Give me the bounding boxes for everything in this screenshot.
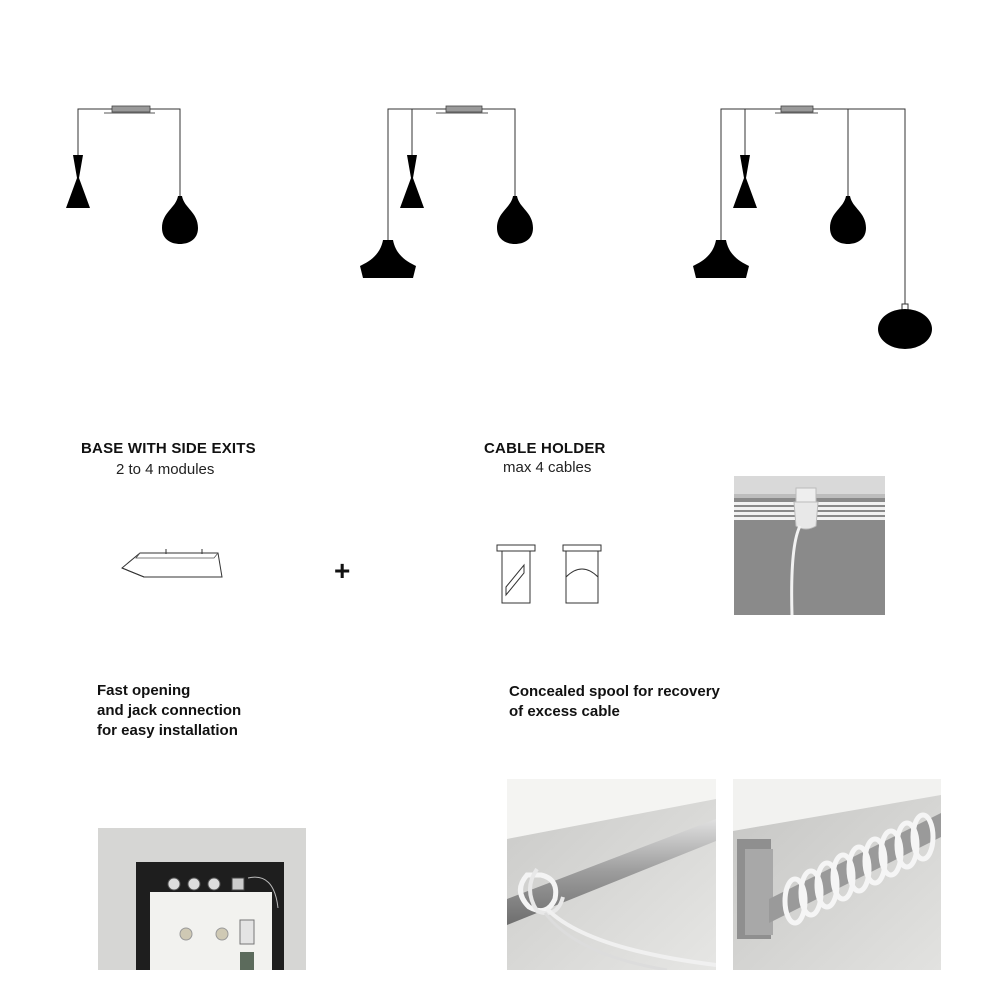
bell-lamp <box>360 240 416 278</box>
jack-connection-photo <box>98 828 306 970</box>
drop-lamp <box>830 196 866 244</box>
cable <box>78 109 112 155</box>
base-plate-icon <box>118 545 228 585</box>
caption-line: Fast opening <box>97 682 191 699</box>
drop-lamp <box>497 196 533 244</box>
cable <box>150 109 180 196</box>
ceiling-canopy <box>781 106 813 112</box>
cable <box>482 109 515 196</box>
plus-sign: + <box>334 555 351 586</box>
bell-lamp <box>693 240 749 278</box>
caption-line: Concealed spool for recovery <box>509 683 720 700</box>
cone-lamp <box>733 155 757 208</box>
caption-line: for easy installation <box>97 722 238 739</box>
globe-lamp <box>878 309 932 349</box>
spool-photo-2 <box>733 779 941 970</box>
base-title: BASE WITH SIDE EXITS <box>81 440 256 457</box>
cable <box>813 109 905 305</box>
spool-caption <box>509 682 720 722</box>
cable <box>721 109 781 240</box>
configuration-three-lamps <box>360 106 533 278</box>
caption-line: of excess cable <box>509 703 620 720</box>
pendant-configurations-diagram <box>0 0 1000 380</box>
base-subtitle: 2 to 4 modules <box>116 461 215 478</box>
cable <box>388 109 446 240</box>
cable-holder-title: CABLE HOLDER <box>484 440 606 457</box>
cable-holder-subtitle: max 4 cables <box>503 459 592 476</box>
spool-photo-1 <box>507 779 716 970</box>
configuration-four-lamps <box>693 106 932 349</box>
configuration-two-lamps <box>66 106 198 244</box>
cable-holder-icon <box>494 543 606 605</box>
cone-lamp <box>400 155 424 208</box>
drop-lamp <box>162 196 198 244</box>
fast-opening-caption <box>97 681 241 741</box>
ceiling-canopy <box>446 106 482 112</box>
cone-lamp <box>66 155 90 208</box>
ceiling-canopy <box>112 106 150 112</box>
cable-holder-photo <box>734 476 885 615</box>
caption-line: and jack connection <box>97 702 242 719</box>
